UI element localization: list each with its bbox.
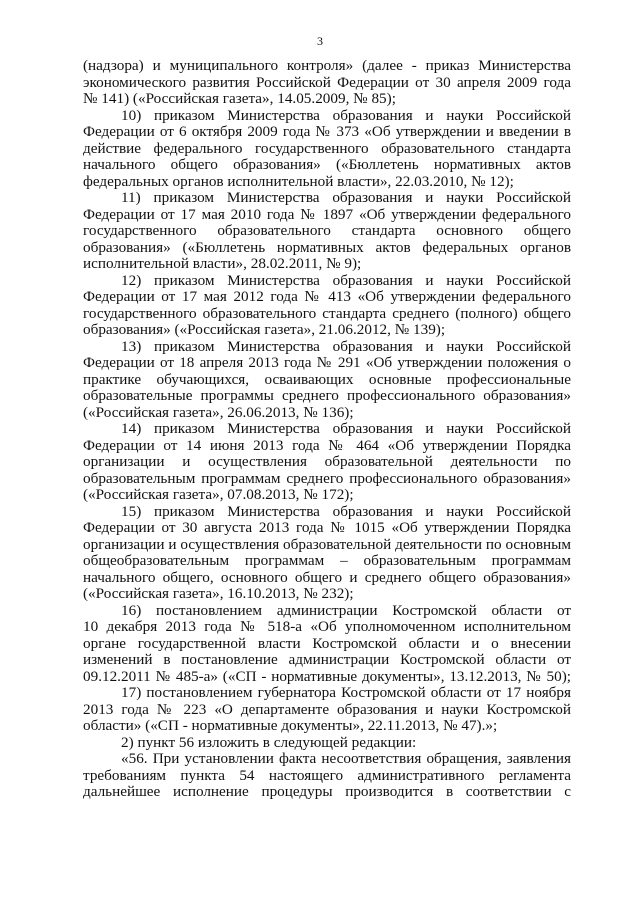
text-line: Федерации от 17 мая 2010 года № 1897 «Об утверждении федерального [83, 205, 571, 223]
text-line: (надзора) и муниципального контроля» (далее - приказ Министерства [83, 57, 571, 74]
page-number: 3 [317, 34, 323, 48]
text-line: «56. При установлении факта несоответствия обращения, заявления [121, 750, 571, 767]
text-line: Федерации от 17 мая 2012 года № 413 «Об утверждении федерального [83, 288, 571, 305]
text-line: № 141) («Российская газета», 14.05.2009, № 85); [83, 90, 396, 107]
text-line: общеобразовательным программам – образовательным программам [83, 552, 571, 569]
text-line: практике обучающихся, осваивающих основные профессиональные [83, 370, 571, 388]
text-line: требованиям пункта 54 настоящего административного регламента [83, 766, 571, 784]
text-line: организации и осуществления образовательной деятельности по основным [83, 535, 571, 553]
text-line: 11) приказом Министерства образования и науки Российской [121, 189, 571, 206]
text-line: 2013 года № 223 «О департаменте образования и науки Костромской [83, 700, 571, 718]
text-line: федеральных органов исполнительной власти», 22.03.2010, № 12); [83, 172, 514, 190]
text-line: 2) пункт 56 изложить в следующей редакции: [121, 733, 417, 751]
text-line: области» («СП - нормативные документы», 22.11.2013, № 47).»; [83, 717, 498, 734]
text-line: исполнительной власти», 28.02.2011, № 9); [83, 255, 362, 272]
text-line: государственного образовательного стандарта основного общего [83, 222, 571, 239]
text-line: 14) приказом Министерства образования и науки Российской [121, 420, 571, 437]
text-line: организации и осуществления образовательной деятельности по [83, 453, 571, 470]
text-line: Федерации от 14 июня 2013 года № 464 «Об утверждении Порядка [83, 436, 571, 454]
text-line: образования» («Российская газета», 21.06.2012, № 139); [83, 321, 446, 338]
document-body [83, 58, 571, 801]
text-line: 16) постановлением администрации Костромской области от [121, 601, 571, 619]
text-line: («Российская газета», 16.10.2013, № 232); [83, 585, 354, 602]
text-line: органе государственной власти Костромской области и о внесении [83, 634, 571, 652]
text-line: действие федерального государственного образовательного стандарта [83, 139, 571, 157]
text-line: («Российская газета», 07.08.2013, № 172); [83, 486, 354, 503]
text-line: государственного образовательного стандарта среднего (полного) общего [83, 304, 571, 322]
text-line: образования» («Бюллетень нормативных актов федеральных органов [83, 238, 571, 256]
text-line: («Российская газета», 26.06.2013, № 136); [83, 403, 354, 421]
text-line: образовательным программам среднего профессионального образования» [83, 469, 571, 487]
text-line: 12) приказом Министерства образования и науки Российской [121, 271, 571, 289]
text-line: начального общего образования» («Бюллетень нормативных актов [83, 156, 571, 173]
text-line: 17) постановлением губернатора Костромской области от 17 ноября [121, 684, 571, 701]
text-line: начального общего, основного общего и среднего общего образования» [83, 568, 571, 586]
text-line: 13) приказом Министерства образования и науки Российской [121, 337, 571, 355]
text-line: 10) приказом Министерства образования и науки Российской [121, 106, 571, 124]
text-line: дальнейшее исполнение процедуры производится в соответствии с [83, 783, 571, 800]
text-line: изменений в постановление администрации Костромской области от [83, 651, 571, 668]
text-line: Федерации от 18 апреля 2013 года № 291 «Об утверждении положения о [83, 354, 571, 371]
text-line: экономического развития Российской Федерации от 30 апреля 2009 года [83, 73, 571, 91]
text-line: образовательные программы среднего профессионального образования» [83, 387, 571, 404]
text-line: 15) приказом Министерства образования и науки Российской [121, 502, 571, 520]
text-line: Федерации от 6 октября 2009 года № 373 «Об утверждении и введении в [83, 123, 571, 140]
text-line: Федерации от 30 августа 2013 года № 1015 «Об утверждении Порядка [83, 519, 571, 536]
text-line: 09.12.2011 № 485-а» («СП - нормативные документы», 13.12.2013, № 50); [83, 667, 571, 685]
text-line: 10 декабря 2013 года № 518-а «Об уполномоченном исполнительном [83, 618, 571, 635]
